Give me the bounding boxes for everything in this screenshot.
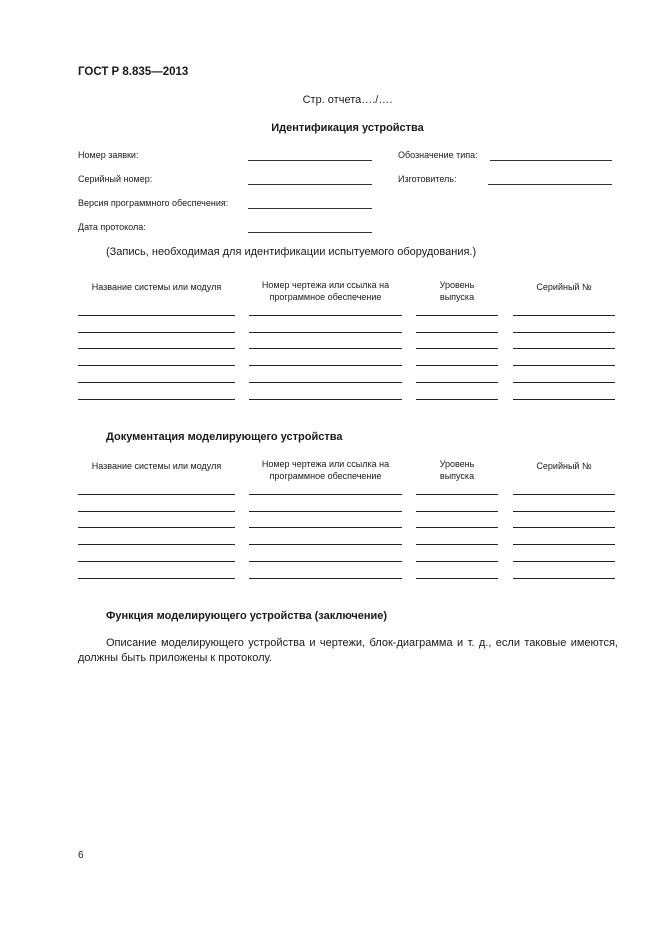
identification-note: (Запись, необходимая для идентификации испытуемого оборудования.): [106, 246, 477, 258]
drawing-number-line[interactable]: [249, 348, 402, 349]
identification-heading: Идентификация устройства: [271, 122, 424, 134]
serial-number-line[interactable]: [513, 348, 615, 349]
col-header-system: Название системы или модуля: [91, 461, 222, 471]
release-level-line[interactable]: [416, 365, 498, 366]
col-header-release-level: Уровень выпуска: [439, 280, 475, 302]
col-header-serial: Серийный №: [536, 461, 592, 471]
col-header-drawing: Номер чертежа или ссылка на программное обеспечение: [261, 280, 390, 302]
system-name-line[interactable]: [78, 511, 235, 512]
protocol-date-field[interactable]: [248, 232, 372, 233]
system-name-line[interactable]: [78, 348, 235, 349]
serial-number-line[interactable]: [513, 315, 615, 316]
serial-number-line[interactable]: [513, 511, 615, 512]
drawing-number-line[interactable]: [249, 382, 402, 383]
standard-number: ГОСТ Р 8.835—2013: [78, 66, 189, 78]
protocol-date-label: Дата протокола:: [78, 222, 146, 232]
drawing-number-line[interactable]: [249, 399, 402, 400]
drawing-number-line[interactable]: [249, 544, 402, 545]
drawing-number-line[interactable]: [249, 332, 402, 333]
software-version-field[interactable]: [248, 208, 372, 209]
drawing-number-line[interactable]: [249, 315, 402, 316]
serial-number-line[interactable]: [513, 494, 615, 495]
serial-number-line[interactable]: [513, 561, 615, 562]
drawing-number-line[interactable]: [249, 578, 402, 579]
release-level-line[interactable]: [416, 382, 498, 383]
system-name-line[interactable]: [78, 544, 235, 545]
serial-number-field[interactable]: [248, 184, 372, 185]
system-name-line[interactable]: [78, 365, 235, 366]
function-paragraph: Описание моделирующего устройства и чертежи, блок-диаграмма и т. д., если таковые имеются, должны быть приложены к протоколу.: [78, 637, 618, 664]
col-header-system: Название системы или модуля: [91, 282, 222, 292]
release-level-line[interactable]: [416, 578, 498, 579]
drawing-number-line[interactable]: [249, 365, 402, 366]
release-level-line[interactable]: [416, 561, 498, 562]
serial-number-line[interactable]: [513, 332, 615, 333]
release-level-line[interactable]: [416, 511, 498, 512]
release-level-line[interactable]: [416, 494, 498, 495]
system-name-line[interactable]: [78, 315, 235, 316]
documentation-heading: Документация моделирующего устройства: [106, 431, 343, 443]
col-header-serial: Серийный №: [536, 282, 592, 292]
system-name-line[interactable]: [78, 494, 235, 495]
serial-number-line[interactable]: [513, 365, 615, 366]
system-name-line[interactable]: [78, 399, 235, 400]
system-name-line[interactable]: [78, 332, 235, 333]
serial-number-line[interactable]: [513, 527, 615, 528]
serial-number-line[interactable]: [513, 544, 615, 545]
function-heading: Функция моделирующего устройства (заключение): [106, 610, 388, 622]
page-number: 6: [78, 850, 84, 861]
col-header-release-level: Уровень выпуска: [439, 459, 475, 481]
system-name-line[interactable]: [78, 561, 235, 562]
serial-number-line[interactable]: [513, 399, 615, 400]
release-level-line[interactable]: [416, 315, 498, 316]
manufacturer-label: Изготовитель:: [398, 174, 457, 184]
drawing-number-line[interactable]: [249, 494, 402, 495]
system-name-line[interactable]: [78, 578, 235, 579]
serial-number-line[interactable]: [513, 578, 615, 579]
release-level-line[interactable]: [416, 332, 498, 333]
drawing-number-line[interactable]: [249, 511, 402, 512]
type-designation-label: Обозначение типа:: [398, 150, 478, 160]
system-name-line[interactable]: [78, 527, 235, 528]
request-number-field[interactable]: [248, 160, 372, 161]
release-level-line[interactable]: [416, 544, 498, 545]
drawing-number-line[interactable]: [249, 561, 402, 562]
release-level-line[interactable]: [416, 348, 498, 349]
serial-number-label: Серийный номер:: [78, 174, 153, 184]
release-level-line[interactable]: [416, 399, 498, 400]
col-header-drawing: Номер чертежа или ссылка на программное обеспечение: [261, 459, 390, 481]
report-page-reference: Стр. отчета…./….: [302, 94, 393, 106]
software-version-label: Версия программного обеспечения:: [78, 198, 229, 208]
request-number-label: Номер заявки:: [78, 150, 139, 160]
type-designation-field[interactable]: [490, 160, 612, 161]
system-name-line[interactable]: [78, 382, 235, 383]
manufacturer-field[interactable]: [488, 184, 612, 185]
release-level-line[interactable]: [416, 527, 498, 528]
serial-number-line[interactable]: [513, 382, 615, 383]
drawing-number-line[interactable]: [249, 527, 402, 528]
